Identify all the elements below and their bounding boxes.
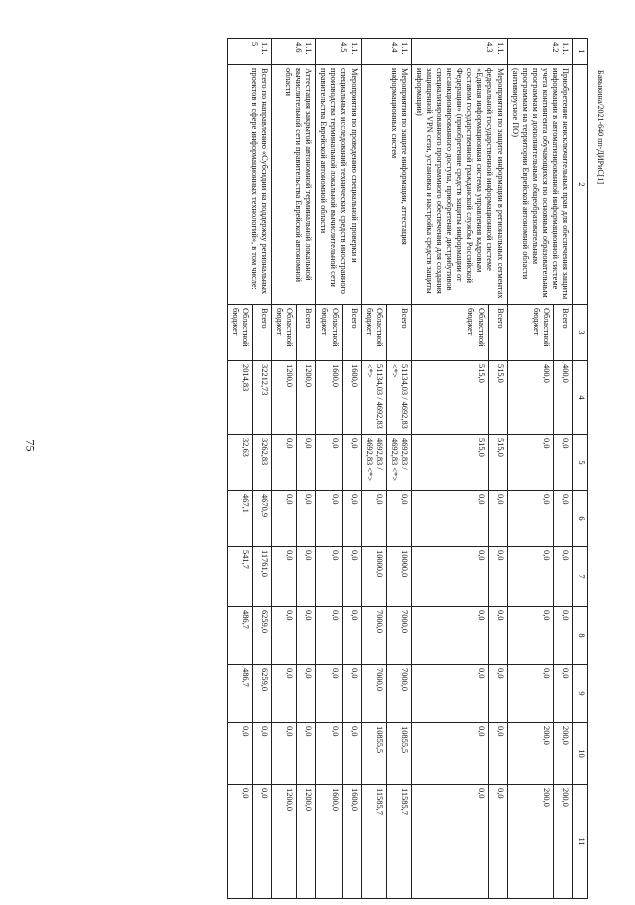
- value-cell: 0,0: [342, 547, 361, 607]
- header-cell: 3: [573, 305, 588, 361]
- value-cell: 541,7: [227, 547, 252, 607]
- value-cell: 32212,73: [253, 361, 272, 435]
- header-cell: 11: [573, 785, 588, 899]
- value-cell: 0,0: [488, 723, 507, 785]
- value-cell: 4692,83 / 4692,83 <*>: [361, 435, 386, 491]
- value-cell: 0,0: [411, 665, 488, 723]
- value-cell: 1200,0: [297, 785, 316, 899]
- value-cell: 0,0: [253, 723, 272, 785]
- table-row: [297, 39, 316, 899]
- value-cell: 1200,0: [297, 361, 316, 435]
- value-cell: 486,7: [227, 607, 252, 665]
- table-row: [253, 39, 272, 899]
- value-cell: 0,0: [272, 665, 297, 723]
- value-cell: 200,0: [507, 723, 553, 785]
- value-cell: 0,0: [507, 665, 553, 723]
- value-cell: 0,0: [342, 435, 361, 491]
- value-cell: 7000,0: [386, 665, 411, 723]
- row-description-cell: Мероприятия по защите информации в региональных сегментах федеральной государственной информационной системе «Единая информационная система управления кадровым составом государственной гражданской службы Российской Федерации» (приобретение средств защиты информации от несанкционированного доступа, приобретение дистрибутивов специализированного программного обеспечения для создания защищенной VPN сети, установка и настройка средств защиты информации): [411, 65, 507, 305]
- value-cell: 6259,0: [253, 607, 272, 665]
- funding-source-cell: Областной бюджет: [227, 305, 252, 361]
- value-cell: 0,0: [297, 723, 316, 785]
- header-row: [573, 39, 588, 899]
- value-cell: 0,0: [272, 435, 297, 491]
- value-cell: 0,0: [342, 665, 361, 723]
- value-cell: 7000,0: [361, 665, 386, 723]
- row-description-cell: Аттестация закрытой автономной терминальной локальной вычислительной сети правительства Еврейской автономной области: [272, 65, 316, 305]
- row-id-cell: 1.1. 4.4: [361, 39, 411, 65]
- value-cell: 0,0: [272, 491, 297, 547]
- value-cell: 0,0: [227, 785, 252, 899]
- header-cell: 4: [573, 361, 588, 435]
- funding-source-cell: Всего: [297, 305, 316, 361]
- value-cell: 7000,0: [386, 607, 411, 665]
- header-cell: 9: [573, 665, 588, 723]
- value-cell: 1600,0: [342, 785, 361, 899]
- value-cell: 0,0: [272, 723, 297, 785]
- value-cell: 0,0: [554, 665, 573, 723]
- value-cell: 4670,9: [253, 491, 272, 547]
- budget-table: [227, 38, 588, 899]
- table-row: [342, 39, 361, 899]
- value-cell: 515,0: [411, 361, 488, 435]
- table-row: [386, 39, 411, 899]
- row-description-cell: Всего по направлению «Субсидии на поддержку региональных проектов в сфере информационных технологий», в том числе:: [227, 65, 271, 305]
- funding-source-cell: Областной бюджет: [507, 305, 553, 361]
- value-cell: 1200,0: [272, 785, 297, 899]
- value-cell: 0,0: [386, 491, 411, 547]
- value-cell: 0,0: [411, 785, 488, 899]
- funding-source-cell: Всего: [554, 305, 573, 361]
- value-cell: 0,0: [297, 547, 316, 607]
- value-cell: 0,0: [342, 607, 361, 665]
- value-cell: 0,0: [316, 435, 342, 491]
- value-cell: 0,0: [253, 785, 272, 899]
- value-cell: 467,1: [227, 491, 252, 547]
- value-cell: 7000,0: [361, 607, 386, 665]
- value-cell: 0,0: [554, 547, 573, 607]
- value-cell: 51134,03 / 4692,83 <*>: [386, 361, 411, 435]
- header-cell: 2: [573, 65, 588, 305]
- value-cell: 0,0: [488, 785, 507, 899]
- value-cell: 0,0: [297, 435, 316, 491]
- value-cell: 0,0: [507, 547, 553, 607]
- value-cell: 515,0: [411, 435, 488, 491]
- value-cell: 0,0: [297, 607, 316, 665]
- value-cell: 515,0: [488, 361, 507, 435]
- value-cell: 1600,0: [316, 785, 342, 899]
- value-cell: 400,0: [507, 361, 553, 435]
- header-cell: 5: [573, 435, 588, 491]
- value-cell: 0,0: [316, 547, 342, 607]
- row-id-cell: 1.1. 5: [227, 39, 271, 65]
- value-cell: 11761,0: [253, 547, 272, 607]
- value-cell: 0,0: [272, 607, 297, 665]
- row-description-cell: Приобретение неисключительных прав для обеспечения защиты информации в автоматизированной информационной системе учета контингента обучающихся по основным образовательным программам и дополнительным общеобразовательным программам на территории Еврейской автономной области (антивирусное ПО): [507, 65, 572, 305]
- row-id-cell: 1.1. 4.3: [411, 39, 507, 65]
- value-cell: 11585,7: [386, 785, 411, 899]
- value-cell: 0,0: [488, 491, 507, 547]
- row-description-cell: Мероприятия по защите информации, аттестация информационных систем: [361, 65, 411, 305]
- value-cell: 0,0: [316, 491, 342, 547]
- value-cell: 11585,7: [361, 785, 386, 899]
- value-cell: 0,0: [554, 607, 573, 665]
- value-cell: 0,0: [554, 435, 573, 491]
- header-cell: 7: [573, 547, 588, 607]
- value-cell: 0,0: [554, 491, 573, 547]
- row-id-cell: 1.1. 4.6: [272, 39, 316, 65]
- value-cell: 0,0: [507, 491, 553, 547]
- footer-code: Бавыкина/2021-640 пп-ДИРиС[1]: [596, 70, 605, 185]
- value-cell: 51134,03 / 4692,83 <*>: [361, 361, 386, 435]
- table-container: [88, 38, 588, 898]
- value-cell: 0,0: [507, 607, 553, 665]
- value-cell: 515,0: [488, 435, 507, 491]
- table-row: [488, 39, 507, 899]
- rotated-table-area: [88, 38, 588, 898]
- funding-source-cell: Всего: [386, 305, 411, 361]
- table-row: [554, 39, 573, 899]
- row-id-cell: 1.1. 4.2: [507, 39, 572, 65]
- value-cell: 1200,0: [272, 361, 297, 435]
- funding-source-cell: Областной бюджет: [361, 305, 386, 361]
- header-cell: 6: [573, 491, 588, 547]
- header-cell: 10: [573, 723, 588, 785]
- funding-source-cell: Всего: [253, 305, 272, 361]
- value-cell: 0,0: [411, 723, 488, 785]
- value-cell: 400,0: [554, 361, 573, 435]
- page-number: 75: [23, 439, 38, 452]
- value-cell: 0,0: [488, 547, 507, 607]
- value-cell: 0,0: [342, 723, 361, 785]
- value-cell: 0,0: [488, 607, 507, 665]
- value-cell: 10000,0: [361, 547, 386, 607]
- header-cell: 8: [573, 607, 588, 665]
- value-cell: 0,0: [411, 547, 488, 607]
- value-cell: 200,0: [554, 785, 573, 899]
- value-cell: 2014,83: [227, 361, 252, 435]
- value-cell: 6259,0: [253, 665, 272, 723]
- value-cell: 0,0: [316, 607, 342, 665]
- row-description-cell: Мероприятия по проведению специальной проверки и специальных исследований технических средств иностранного производства терминальной локальной вычислительной сети правительства Еврейской автономной области: [316, 65, 361, 305]
- value-cell: 0,0: [411, 491, 488, 547]
- value-cell: 0,0: [297, 665, 316, 723]
- header-cell: 1: [573, 39, 588, 65]
- funding-source-cell: Областной бюджет: [316, 305, 342, 361]
- funding-source-cell: Областной бюджет: [411, 305, 488, 361]
- value-cell: 200,0: [554, 723, 573, 785]
- value-cell: 0,0: [297, 491, 316, 547]
- value-cell: 0,0: [272, 547, 297, 607]
- value-cell: 0,0: [411, 607, 488, 665]
- value-cell: 0,0: [316, 665, 342, 723]
- value-cell: 1600,0: [316, 361, 342, 435]
- row-id-cell: 1.1. 4.5: [316, 39, 361, 65]
- value-cell: 1600,0: [342, 361, 361, 435]
- value-cell: 0,0: [227, 723, 252, 785]
- funding-source-cell: Областной бюджет: [272, 305, 297, 361]
- value-cell: 4692,83 / 4692,83 <*>: [386, 435, 411, 491]
- value-cell: 0,0: [316, 723, 342, 785]
- value-cell: 32,63: [227, 435, 252, 491]
- value-cell: 0,0: [361, 491, 386, 547]
- value-cell: 10855,5: [361, 723, 386, 785]
- funding-source-cell: Всего: [342, 305, 361, 361]
- value-cell: 0,0: [507, 435, 553, 491]
- funding-source-cell: Всего: [488, 305, 507, 361]
- value-cell: 3262,83: [253, 435, 272, 491]
- value-cell: 486,7: [227, 665, 252, 723]
- value-cell: 0,0: [342, 491, 361, 547]
- value-cell: 10000,0: [386, 547, 411, 607]
- value-cell: 0,0: [488, 665, 507, 723]
- value-cell: 10855,5: [386, 723, 411, 785]
- value-cell: 200,0: [507, 785, 553, 899]
